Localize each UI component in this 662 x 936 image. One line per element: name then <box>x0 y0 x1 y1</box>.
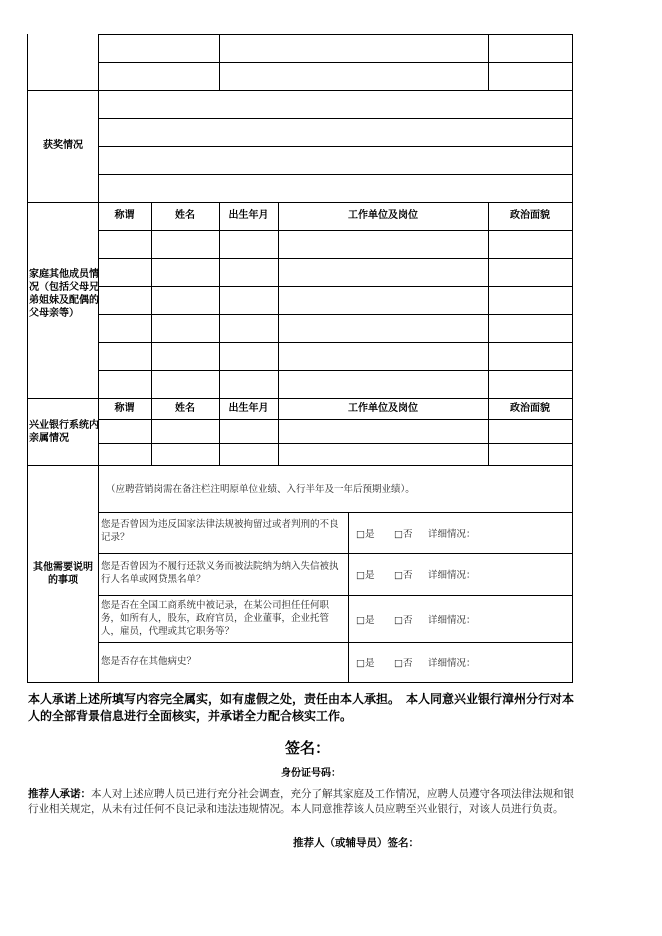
awards-label: 获奖情况 <box>43 140 83 151</box>
detail-label: 详细情况： <box>428 529 476 540</box>
recommender-statement <box>28 787 580 817</box>
yes-checkbox[interactable]: □是 <box>356 615 375 626</box>
detail-label: 详细情况： <box>428 570 476 581</box>
detail-label: 详细情况： <box>428 658 476 669</box>
no-checkbox[interactable]: □否 <box>394 529 413 540</box>
question-text: 您是否存在其他病史？ <box>101 656 197 667</box>
id-number-label: 身份证号码： <box>281 768 341 779</box>
family-header-name: 姓名 <box>175 210 195 221</box>
bank-header-relation: 称谓 <box>114 403 135 414</box>
bank-header-political: 政治面貌 <box>510 403 550 414</box>
recommender-title: 推荐人承诺： <box>28 788 91 800</box>
yes-checkbox[interactable]: □是 <box>356 658 375 669</box>
bank-header-work: 工作单位及岗位 <box>348 403 418 414</box>
family-header-birth: 出生年月 <box>228 210 269 221</box>
no-checkbox[interactable]: □否 <box>394 658 413 669</box>
detail-label: 详细情况： <box>428 615 476 626</box>
recommender-body: 本人对上述应聘人员已进行充分社会调查，充分了解其家庭及工作情况，应聘人员遵守各项法律法规和银行业相关规定，从未有过任何不良记录和违法违规情况。本人同意推荐该人员应聘至兴业银行，对该人员进行负责。 <box>28 788 574 815</box>
no-checkbox[interactable]: □否 <box>394 615 413 626</box>
family-label: 家庭其他成员情况（包括父母兄弟姐妹及配偶的父母亲等） <box>29 269 99 319</box>
bank-header-name: 姓名 <box>175 403 195 414</box>
yes-checkbox[interactable]: □是 <box>356 529 375 540</box>
family-header-political: 政治面貌 <box>510 210 550 221</box>
bank-header-birth: 出生年月 <box>228 403 269 414</box>
family-header-relation: 称谓 <box>114 210 135 221</box>
no-checkbox[interactable]: □否 <box>394 570 413 581</box>
other-matters-label: 其他需要说明的事项 <box>33 562 93 586</box>
question-text: 您是否曾因为不履行还款义务而被法院纳为纳入失信被执行人名单或网贷黑名单？ <box>101 561 339 585</box>
signature-label: 签名： <box>284 739 330 757</box>
recommender-sign-label: 推荐人（或辅导员）签名： <box>293 837 419 849</box>
yes-checkbox[interactable]: □是 <box>356 570 375 581</box>
pledge-text: 本人承诺上述所填写内容完全属实，如有虚假之处，责任由本人承担。 本人同意兴业银行漳州分行对本人的全部背景信息进行全面核实，并承诺全力配合核实工作。 <box>28 692 575 723</box>
question-text: 您是否曾因为违反国家法律法规被拘留过或者判刑的不良记录？ <box>101 519 339 543</box>
other-matters-note: （应聘营销岗需在备注栏注明原单位业绩、入行半年及一年后预期业绩）。 <box>106 484 415 495</box>
question-text: 您是否在全国工商系统中被记录，在某公司担任任何职务，如所有人，股东，政府官员，企业董事，企业托管人，雇员，代理或其它职务等？ <box>101 600 330 637</box>
family-header-work: 工作单位及岗位 <box>348 210 418 221</box>
bank-relatives-label: 兴业银行系统内亲属情况 <box>29 420 99 444</box>
